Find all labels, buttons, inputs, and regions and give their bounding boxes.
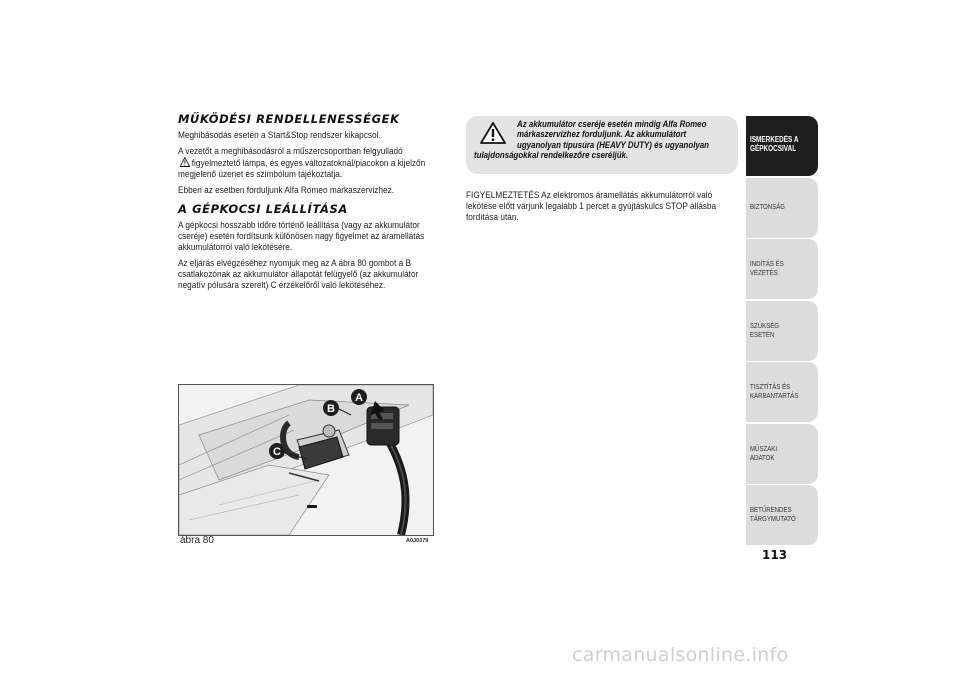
tab-emergency[interactable] <box>746 301 818 361</box>
tab-getting-to-know-car[interactable] <box>746 116 818 176</box>
warning-line: tulajdonságokkal rendelkezőre cseréljük. <box>474 150 629 161</box>
paragraph: Az eljárás elvégzéséhez nyomjuk meg az A ábra 80 gombot a B csatlakozónak az akkumulátor állapotát felügyelő (az akkumulátor negatív pólusára szerelt) C érzékelőről való lekötéséhez. <box>178 258 419 291</box>
paragraph-text: figyelmeztető lámpa, és egyes változatoknál/piacokon a kijelzőn megjelenő üzenet és szimbólum tájékoztatja. <box>178 158 426 180</box>
warning-text <box>474 119 732 161</box>
warning-line: ugyanolyan típusúra (HEAVY DUTY) és ugyanolyan <box>517 139 710 150</box>
section-title-parking: A GÉPKOCSI LEÁLLÍTÁSA <box>178 202 348 216</box>
paragraph-text: A vezetőt a meghibásodásról a műszercsoportban felgyulladó <box>178 146 403 157</box>
figure-code: A0J0379 <box>406 538 429 544</box>
left-column <box>178 112 446 296</box>
tab-safety[interactable] <box>746 178 818 238</box>
tab-label: INDÍTÁS ÉS VEZETÉS <box>750 259 784 277</box>
warning-box <box>466 116 738 174</box>
callout-label-c: C <box>273 446 281 458</box>
battery-connector-drawing <box>179 385 433 535</box>
chapter-tabs <box>746 116 818 547</box>
warning-triangle-icon <box>180 157 190 167</box>
tab-index[interactable] <box>746 485 818 545</box>
section-title-malfunctions: MŰKÖDÉSI RENDELLENESSÉGEK <box>178 112 400 126</box>
caution-note: FIGYELMEZTETÉS Az elektromos áramellátás akkumulátorról való lekötése előtt várjunk legalább 1 percet a gyújtáskulcs STOP állásba fordítása után. <box>466 190 717 223</box>
tab-label: MŰSZAKI ADATOK <box>750 443 778 462</box>
tab-starting-driving[interactable] <box>746 239 818 299</box>
paragraph: A gépkocsi hosszabb időre történő leállítása (vagy az akkumulátor cseréje) esetén fordítsunk különösen nagy figyelmet az áramellátás akkumulátorról való lekötésére. <box>178 220 425 253</box>
tab-label: BIZTONSÁG <box>750 202 785 212</box>
page-number: 113 <box>762 548 788 562</box>
watermark: carmanualsonline.info <box>572 644 789 666</box>
battery-sensor-illustration <box>178 384 434 536</box>
tab-maintenance[interactable] <box>746 362 818 422</box>
tab-technical-data[interactable] <box>746 424 818 484</box>
paragraph-warning-lamp <box>178 146 446 180</box>
paragraph: Meghibásodás esetén a Start&Stop rendszer kikapcsol. <box>178 130 381 141</box>
tab-label: ISMERKEDÉS A GÉPKOCSIVAL <box>750 135 799 153</box>
figure-caption: ábra 80 <box>180 535 214 546</box>
tab-label: TISZTÍTÁS ÉS KARBANTARTÁS <box>750 382 799 400</box>
callout-label-a: A <box>355 392 363 404</box>
paragraph: Ebben az esetben forduljunk Alfa Romeo márkaszervizhez. <box>178 185 395 196</box>
warning-line: márkaszervizhez forduljunk. Az akkumulátort <box>517 129 687 140</box>
tab-label: BETŰRENDES TÁRGYMUTATÓ <box>750 505 796 523</box>
warning-line: Az akkumulátor cseréje esetén mindig Alfa Romeo <box>517 119 707 129</box>
tab-label: SZÜKSÉG ESETÉN <box>750 320 780 339</box>
callout-label-b: B <box>327 403 335 415</box>
